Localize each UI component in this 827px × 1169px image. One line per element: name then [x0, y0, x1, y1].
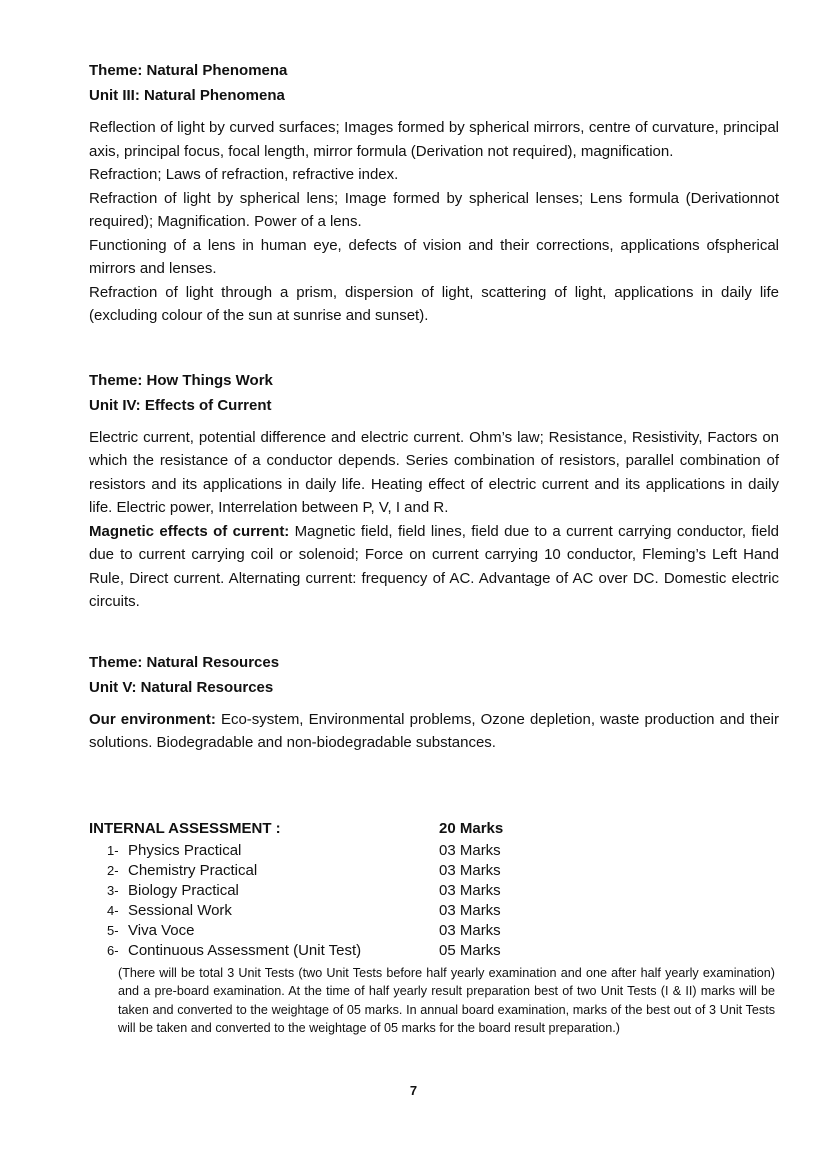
- paragraph: Electric current, potential difference and electric current. Ohm’s law; Resistance, Resistivity, Factors on which the resistance of a conductor depends. Series combination of resistors, parallel combination of resistors and its applications in daily life. Heating effect of electric current and its applications in daily life. Electric power, Interrelation between P, V, I and R.: [89, 428, 779, 516]
- paragraph: Refraction; Laws of refraction, refractive index.: [89, 166, 399, 183]
- item-number: 5-: [107, 923, 119, 939]
- item-number: 4-: [107, 903, 119, 919]
- assessment-item: [89, 901, 779, 921]
- assessment-title: INTERNAL ASSESSMENT :: [89, 819, 281, 837]
- paragraph: Refraction of light by spherical lens; Image formed by spherical lenses; Lens formula (Derivationnot required); Magnification. Power of a lens.: [89, 189, 779, 230]
- paragraph: [89, 708, 779, 755]
- paragraph: Functioning of a lens in human eye, defects of vision and their corrections, applications ofspherical mirrors and lenses.: [89, 236, 779, 277]
- theme-heading: Theme: Natural Phenomena: [89, 62, 288, 79]
- document-page: [89, 58, 779, 1051]
- paragraph-text: Magnetic field, field lines, field due to a current carrying conductor, field due to current carrying coil or solenoid; Force on current carrying 10 conductor, Fleming’s Left Hand Rule, Direct current. Alternating current: frequency of AC. Advantage of AC over DC. Domestic electric circuits.: [89, 522, 779, 610]
- assessment-list: [89, 841, 779, 962]
- paragraph: Refraction of light through a prism, dispersion of light, scattering of light, applications in daily life (excluding colour of the sun at sunrise and sunset).: [89, 283, 779, 324]
- paragraph-lead: Magnetic effects of current:: [89, 522, 290, 540]
- item-marks: 03 Marks: [439, 881, 501, 899]
- item-marks: 03 Marks: [439, 902, 501, 920]
- paragraph: [89, 520, 779, 614]
- item-marks: 03 Marks: [439, 841, 501, 859]
- theme-heading: Theme: Natural Resources: [89, 653, 280, 671]
- theme-heading: Theme: How Things Work: [89, 371, 273, 389]
- unit-content: [89, 426, 779, 614]
- item-name: Viva Voce: [128, 922, 195, 940]
- assessment-item: [89, 841, 779, 861]
- unit-content: [89, 116, 779, 328]
- paragraph-text: Eco-system, Environmental problems, Ozone depletion, waste production and their solutions. Biodegradable and non-biodegradable substances.: [89, 710, 779, 751]
- item-name: Continuous Assessment (Unit Test): [128, 942, 362, 960]
- assessment-header: [89, 817, 779, 841]
- item-number: 6-: [107, 943, 119, 959]
- item-name: Sessional Work: [128, 902, 232, 920]
- unit-heading: Unit III: Natural Phenomena: [89, 87, 285, 104]
- item-name: Chemistry Practical: [128, 861, 258, 879]
- item-marks: 05 Marks: [439, 942, 501, 960]
- item-number: 2-: [107, 862, 119, 878]
- item-number: 3-: [107, 882, 119, 898]
- unit-heading: Unit V: Natural Resources: [89, 678, 274, 696]
- assessment-item: [89, 941, 779, 961]
- item-name: Biology Practical: [128, 881, 239, 899]
- assessment-note: (There will be total 3 Unit Tests (two Unit Tests before half yearly examination and one after half yearly examination) and a pre-board examination. At the time of half yearly result preparation best of two Unit Tests (I & II) marks will be taken and converted to the weightage of 05 marks. In annual board examination, marks of the best out of 3 Unit Tests will be taken and converted to the weightage of 05 marks for the board result preparation.): [118, 965, 775, 1036]
- item-name: Physics Practical: [128, 841, 242, 859]
- paragraph: Reflection of light by curved surfaces; Images formed by spherical mirrors, centre of curvature, principal axis, principal focus, focal length, mirror formula (Derivation not required), magnification.: [89, 119, 779, 160]
- item-number: 1-: [107, 842, 119, 858]
- assessment-item: [89, 861, 779, 881]
- unit-heading: Unit IV: Effects of Current: [89, 396, 272, 414]
- assessment-item: [89, 921, 779, 941]
- assessment-total: 20 Marks: [439, 819, 504, 837]
- item-marks: 03 Marks: [439, 861, 501, 879]
- page-number: 7: [409, 1083, 418, 1098]
- item-marks: 03 Marks: [439, 922, 501, 940]
- unit-content: [89, 708, 779, 755]
- paragraph-lead: Our environment:: [89, 710, 216, 728]
- assessment-item: [89, 881, 779, 901]
